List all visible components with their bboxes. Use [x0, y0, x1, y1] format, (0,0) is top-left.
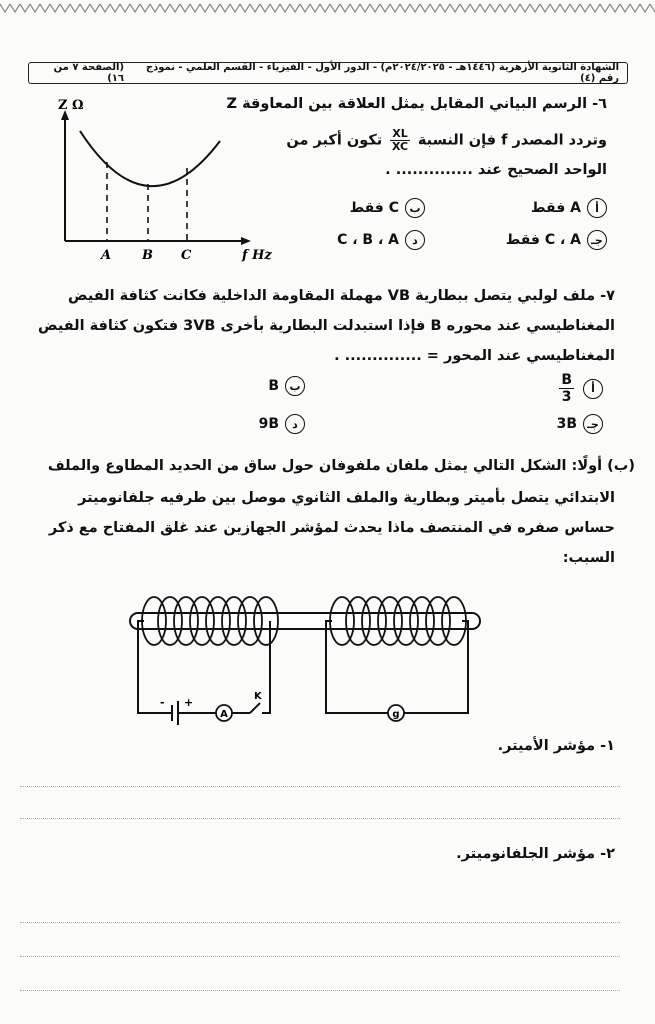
ornament-zigzag: [30, 4, 40, 12]
option-text: 3B: [556, 416, 577, 432]
ornament-zigzag: [630, 4, 640, 12]
ammeter-label: A: [220, 709, 228, 720]
ornament-zigzag: [120, 4, 130, 12]
ornament-zigzag: [80, 4, 90, 12]
transformer-circuit: [120, 585, 490, 730]
ornament-zigzag: [640, 4, 650, 12]
ornament-zigzag: [190, 4, 200, 12]
option-text: C ، A فقط: [505, 232, 581, 248]
ornament-zigzag: [400, 4, 410, 12]
ornament-zigzag: [310, 4, 320, 12]
option-letter: جـ: [583, 414, 603, 434]
point-label-b: B: [142, 248, 153, 263]
ornament-zigzag: [110, 4, 120, 12]
q7-line2: المغناطيسي عند محوره B فإذا استبدلت البطارية بأخرى 3VB فتكون كثافة الفيض: [38, 318, 615, 334]
q6-line2-post: تكون أكبر من: [286, 132, 383, 149]
q6-option-d[interactable]: [337, 230, 425, 250]
ornament-zigzag: [350, 4, 360, 12]
ornament-zigzag: [380, 4, 390, 12]
option-letter: أ: [583, 379, 603, 399]
q6-option-a[interactable]: [531, 198, 607, 218]
option-text: C فقط: [349, 200, 399, 216]
ornament-zigzag: [270, 4, 280, 12]
ornament-zigzag: [430, 4, 440, 12]
ornament-zigzag: [470, 4, 480, 12]
ornament-zigzag: [360, 4, 370, 12]
ornament-zigzag: [160, 4, 170, 12]
q6-ratio-den: XC: [391, 140, 409, 153]
ornament-zigzag: [580, 4, 590, 12]
ornament-zigzag: [230, 4, 240, 12]
open-key: [250, 703, 260, 713]
ornament-zigzag: [460, 4, 470, 12]
option-letter: د: [405, 230, 425, 250]
q7-line3: المغناطيسي عند المحور = .............. .: [334, 348, 615, 364]
ornament-zigzag: [340, 4, 350, 12]
ornament-zigzag: [530, 4, 540, 12]
battery-minus: -: [160, 696, 165, 709]
ornament-zigzag: [10, 4, 20, 12]
page-number: (الصفحة ٧ من ١٦): [53, 62, 125, 84]
primary-wire-right: [262, 621, 270, 713]
exam-header: [28, 62, 628, 84]
q6-ratio-num: XL: [392, 127, 408, 140]
ornament-zigzag: [50, 4, 60, 12]
ornament-zigzag: [610, 4, 620, 12]
option-letter: د: [285, 414, 305, 434]
ornament-zigzag: [210, 4, 220, 12]
ornament-zigzag: [290, 4, 300, 12]
ornament-zigzag: [560, 4, 570, 12]
ornament-zigzag: [320, 4, 330, 12]
q6-line2: [286, 128, 607, 153]
q6-option-c[interactable]: [506, 230, 607, 250]
q6-line3: الواحد الصحيح عند .............. .: [385, 162, 607, 178]
ornament-zigzag: [420, 4, 430, 12]
ornament-zigzag: [200, 4, 210, 12]
ornament-zigzag: [550, 4, 560, 12]
fraction-num: B: [561, 372, 572, 388]
x-axis-label: f Hz: [242, 248, 272, 263]
option-letter: جـ: [587, 230, 607, 250]
fraction-den: 3: [561, 389, 572, 405]
answer-line[interactable]: [20, 990, 620, 991]
ornament-zigzag: [480, 4, 490, 12]
q6-option-b[interactable]: [350, 198, 425, 218]
ornament-zigzag: [180, 4, 190, 12]
option-text: B: [268, 378, 279, 394]
ornament-zigzag: [130, 4, 140, 12]
q6-line2-pre: وتردد المصدر f فإن النسبة: [417, 132, 607, 149]
impedance-curve: [80, 131, 220, 186]
ornament-zigzag: [600, 4, 610, 12]
answer-line[interactable]: [20, 818, 620, 819]
ornament-zigzag: [490, 4, 500, 12]
x-axis-arrow: [241, 237, 251, 245]
answer-line[interactable]: [20, 786, 620, 787]
point-label-a: A: [101, 248, 112, 263]
q6-line1: ٦- الرسم البياني المقابل يمثل العلاقة بين المعاوقة Z: [226, 96, 607, 112]
ornament-zigzag: [520, 4, 530, 12]
impedance-frequency-graph: [50, 96, 290, 266]
ornament-zigzag: [240, 4, 250, 12]
option-letter: أ: [587, 198, 607, 218]
ornament-zigzag: [300, 4, 310, 12]
ornament-zigzag: [330, 4, 340, 12]
ornament-zigzag: [280, 4, 290, 12]
q7-option-c[interactable]: [557, 414, 603, 434]
option-text: A فقط: [531, 200, 581, 216]
ornament-zigzag: [140, 4, 150, 12]
ornament-zigzag: [410, 4, 420, 12]
ornament-zigzag: [450, 4, 460, 12]
ornament-zigzag: [590, 4, 600, 12]
ornament-zigzag: [540, 4, 550, 12]
ornament-zigzag: [250, 4, 260, 12]
option-letter: ب: [405, 198, 425, 218]
ornament-zigzag: [70, 4, 80, 12]
ornament-zigzag: [370, 4, 380, 12]
ornament-zigzag: [220, 4, 230, 12]
secondary-wire-right: [404, 621, 468, 713]
ornament-zigzag: [500, 4, 510, 12]
partb-line1: (ب) أولًا: الشكل التالي يمثل ملفان ملفوفان حول ساق من الحديد المطاوع والملف: [47, 458, 635, 474]
key-label: K: [254, 691, 262, 702]
ornament-zigzag: [0, 4, 10, 12]
partb-sub2: ٢- مؤشر الجلفانوميتر.: [456, 846, 615, 862]
ornament-zigzag: [170, 4, 180, 12]
option-text: 9B: [258, 416, 279, 432]
battery-plus: +: [184, 696, 194, 709]
q7-line1: ٧- ملف لولبي يتصل ببطارية VB مهملة المقاومة الداخلية فكانت كثافة الفيض: [68, 288, 615, 304]
ornament-zigzag: [390, 4, 400, 12]
ornament-border: [0, 0, 655, 22]
exam-title: الشهادة الثانوية الأزهرية (١٤٤٦هـ - ٢٠٢٤/٢٠٢٥م) - الدور الأول - الفيزياء - القسم العلمي - نموذج رقم (٤): [145, 62, 619, 84]
ornament-zigzag: [570, 4, 580, 12]
y-axis-label: Z Ω: [58, 98, 84, 113]
primary-wire-left: [138, 621, 160, 713]
ornament-zigzag: [150, 4, 160, 12]
ornament-zigzag: [40, 4, 50, 12]
answer-line[interactable]: [20, 956, 620, 957]
partb-sub1: ١- مؤشر الأميتر.: [497, 738, 615, 754]
ornament-zigzag: [620, 4, 630, 12]
ornament-zigzag: [20, 4, 30, 12]
partb-line3: حساس صفره في المنتصف ماذا يحدث لمؤشر الجهازين عند غلق المفتاح مع ذكر: [48, 520, 615, 536]
ornament-zigzag: [60, 4, 70, 12]
q6-ratio: [390, 128, 410, 153]
option-text: C ، B ، A: [337, 232, 399, 248]
ornament-zigzag: [440, 4, 450, 12]
ornament-zigzag: [510, 4, 520, 12]
partb-line2: الابتدائي يتصل بأميتر وبطارية والملف الثانوي موصل بين طرفيه جلفانوميتر: [78, 490, 615, 506]
ornament-zigzag: [650, 4, 655, 12]
option-letter: ب: [285, 376, 305, 396]
option-fraction: [559, 372, 574, 405]
q7-option-a[interactable]: [556, 372, 603, 405]
ornament-zigzag: [90, 4, 100, 12]
partb-line4: السبب:: [562, 550, 615, 566]
ornament-zigzag: [260, 4, 270, 12]
ornament-zigzag: [100, 4, 110, 12]
q7-option-d[interactable]: [259, 414, 305, 434]
q7-option-b[interactable]: [268, 376, 305, 396]
point-label-c: C: [181, 248, 192, 263]
answer-line[interactable]: [20, 922, 620, 923]
secondary-wire-left: [326, 621, 388, 713]
galvanometer-label: g: [392, 709, 400, 720]
